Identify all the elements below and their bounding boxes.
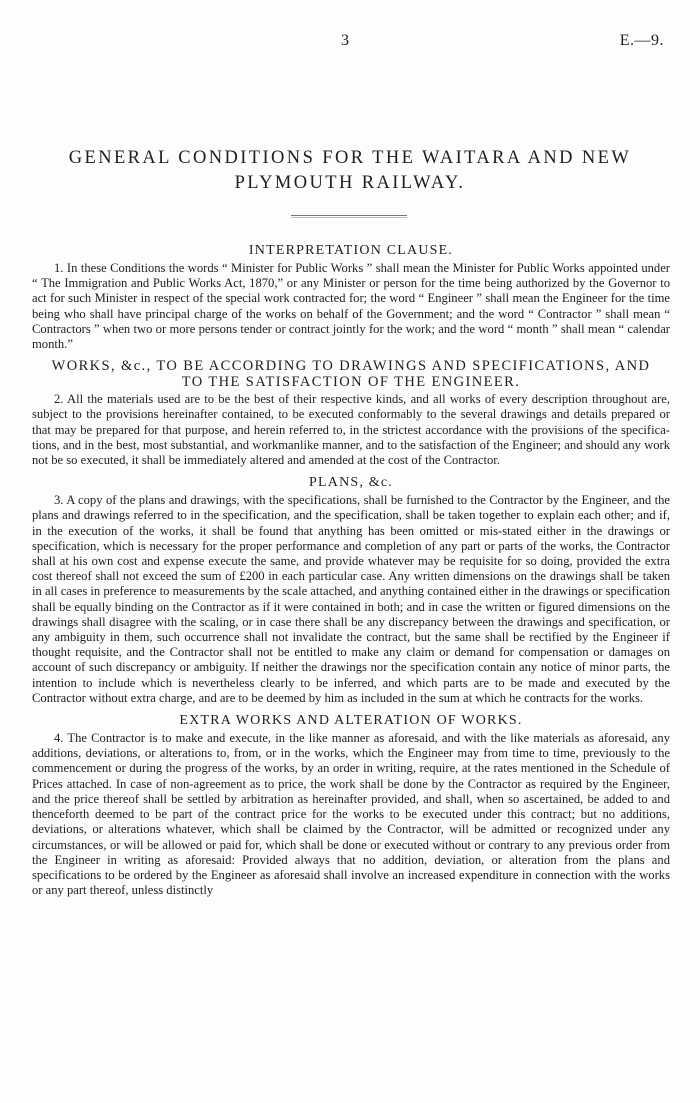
clause-2-paragraph: 2. All the materials used are to be the best of their respective kinds, and all works of every description throughout are, subject to the provisions hereinafter contained, to be executed conformably to the several drawings and details prepared or that may be prepared for that purpose, and herein referred to, in the strictest accordance with the provisions of the specifications, and in the best, most substantial, and workmanlike manner, and to the satisfaction of the Engineer; and should any work not be so executed, it shall be immediately altered and amended at the cost of the Contractor. bbox=[32, 392, 670, 468]
works-heading-line-1: WORKS, &c., TO BE ACCORDING TO DRAWINGS AND SPECIFICATIONS, AND bbox=[51, 358, 651, 375]
clause-1-paragraph: 1. In these Conditions the words “ Minister for Public Works ” shall mean the Minister for Public Works appointed under “ The Immigration and Public Works Act, 1870,” or any Minister or person for the time being authorized by the Governor to act for such Minister in respect of the special work contracted for; the word “ Engineer ” shall mean the Engineer for the time being who shall have principal charge of the works on behalf of the Government; and the word “ Contractor ” shall mean “ Contractors ” when two or more persons tender or contract jointly for the work; and the word “ month ” shall mean “ calendar month.” bbox=[32, 261, 670, 352]
title-line-2: PLYMOUTH RAILWAY. bbox=[234, 173, 466, 193]
clause-4-paragraph: 4. The Contractor is to make and execute, in the like manner as aforesaid, and with the like materials as aforesaid, any additions, deviations, or alterations to, from, or in the works, which the Engineer may from time to time, previously to the commencement or during the progress of the works, by an order in writing, require, at the rates mentioned in the Schedule of Prices attached. In case of non-agreement as to price, the work shall be done by the Contractor as required by the Engineer, and the price thereof shall be settled by arbitration as hereinafter provided, and shall, when so ascertained, be added to and thenceforth deemed to be part of the contract price for the works to be executed under this contract; but no additions, deviations, or alterations whatever, which shall be claimed by the Contractor, will be admitted or recognized under any circumstances, or will be allowed or paid for, which shall be done or executed without or contrary to any previous order from the Engineer in writing as aforesaid: Provided always that no addition, deviation, or alteration from the plans and specifications to be ordered by the Engineer as aforesaid shall involve an increased expenditure in connection with the works or any part thereof, unless distinctly bbox=[32, 731, 670, 898]
title-divider bbox=[291, 215, 407, 218]
document-title bbox=[60, 146, 640, 196]
page-number: 3 bbox=[341, 32, 349, 49]
works-according-heading bbox=[32, 358, 670, 390]
document-reference: E.—9. bbox=[619, 32, 664, 49]
title-line-1: GENERAL CONDITIONS FOR THE WAITARA AND NEW bbox=[68, 148, 632, 168]
extra-works-heading: EXTRA WORKS AND ALTERATION OF WORKS. bbox=[179, 713, 523, 729]
works-heading-line-2: TO THE SATISFACTION OF THE ENGINEER. bbox=[181, 374, 521, 391]
interpretation-clause-heading: INTERPRETATION CLAUSE. bbox=[248, 243, 454, 258]
plans-heading: PLANS, &c. bbox=[309, 475, 393, 491]
document-body bbox=[32, 242, 670, 900]
clause-3-paragraph: 3. A copy of the plans and drawings, with the specifications, shall be furnished to the Contractor by the Engineer, and the plans and drawings referred to in the specification, and the specification, shall be taken together to explain each other; and if, in the execution of the works, it shall be found that anything has been omitted or mis-stated either in the drawings or specification, which is necessary for the proper performance and completion of any part or parts of the works, the Contractor shall at his own cost and expense execute the same, and provide whatever may be requisite for so doing, provided the extra cost thereof shall not exceed the sum of £200 in each particular case. Any written dimensions on the drawings shall be taken in all cases in preference to measurements by the scale attached, and anything contained either in the drawings or specification shall be equally binding on the Contractor as if it were contained in both; and in case the written or figured dimensions on the drawings shall disagree with the scaling, or in case there shall be any discrepancy between the drawings and specification, or any ambiguity in them, such occurrence shall not invalidate the contract, but the same shall be rectified by the Engineer if thought requisite, and the Contractor shall not be entitled to make any claim or demand for compensation or damages on account of such discrepancy or ambiguity. If neither the drawings nor the specification contain any notice of minor parts, the intention to include which is nevertheless clearly to be inferred, and which parts are to be made and executed by the Contractor without extra charge, and are to be deemed by him as included in the sum at which he contracts for the works. bbox=[32, 493, 670, 705]
